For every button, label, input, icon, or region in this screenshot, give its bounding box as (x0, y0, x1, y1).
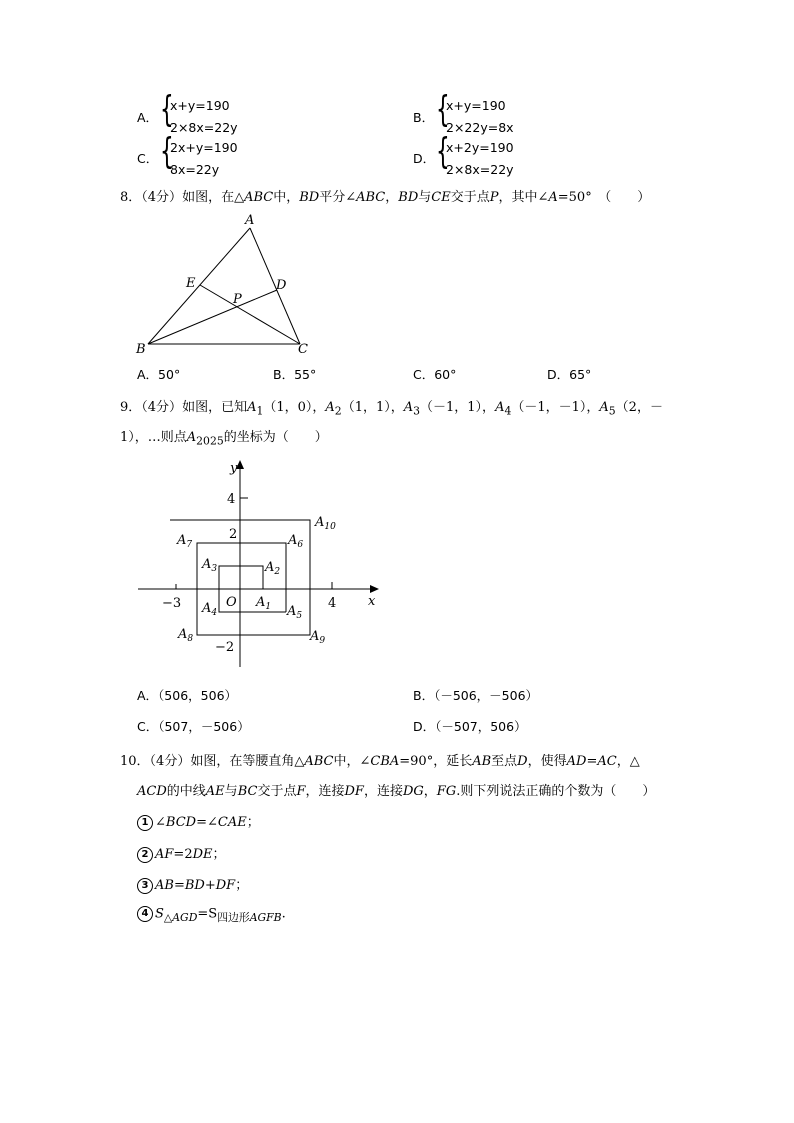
q7-option-a-system[interactable] (160, 89, 280, 138)
q9-number: 9． (120, 400, 142, 415)
q10-math: ACD (137, 784, 167, 799)
q7-c-eq1: 2x+y=190 (170, 140, 238, 155)
q10-text: =∠ (196, 815, 218, 830)
q9-math: A (599, 400, 609, 415)
q10-text: ， (423, 784, 437, 799)
circled-number-icon: 4 (137, 906, 153, 922)
q9-coordinate-figure (130, 455, 390, 670)
q10-math: S (155, 906, 164, 922)
q8-number: 8． (120, 190, 142, 205)
q10-sub: △AGD (163, 911, 198, 925)
q8-triangle-figure (130, 210, 330, 358)
q10-math: F (296, 784, 306, 799)
q9-option-a[interactable]: A．（506，506） (137, 688, 238, 703)
point-a5-label: $A_5$ (287, 604, 303, 621)
q10-math: DF (215, 878, 236, 893)
q8-math: CE (431, 190, 451, 205)
point-a1-label: $A_1$ (256, 595, 272, 612)
q8-text: 与 (418, 190, 432, 205)
q9-option-c[interactable]: C．（507，－506） (137, 719, 250, 734)
q9-text: 的坐标为（ ） (223, 430, 328, 445)
q10-text: ，连接 (363, 784, 403, 799)
q10-score: （4分） (149, 754, 191, 769)
q10-math: AB (472, 754, 492, 769)
q8-text: 中， (273, 190, 300, 205)
point-a8-label: $A_8$ (178, 627, 194, 644)
label-e: E (186, 276, 196, 291)
q10-text: ，连接 (305, 784, 345, 799)
q8-math: BD (398, 190, 419, 205)
q7-b-eq1: x+y=190 (446, 98, 506, 113)
q10-text: 交于点 (257, 784, 297, 799)
q10-number: 10． (120, 754, 150, 769)
q10-text: + (204, 878, 216, 893)
q10-text: =S (197, 906, 218, 922)
q10-math: FG (436, 784, 457, 799)
q9-text: （1，0）， (263, 400, 326, 415)
q10-math: AE (205, 784, 225, 799)
q10-statement-3 (137, 874, 248, 894)
q8-option-a[interactable]: A．50° (137, 367, 181, 382)
q9-stem-line1 (120, 396, 663, 418)
side-ab (148, 228, 250, 344)
q8-math: BD (299, 190, 320, 205)
q10-math: DG (402, 784, 424, 799)
q8-text: ，其中∠ (498, 190, 549, 205)
brace-icon: { (160, 131, 174, 172)
tick-label-yneg2: −2 (215, 640, 235, 655)
q7-a-eq2: 2×8x=22y (170, 120, 238, 135)
q8-math: A (548, 190, 558, 205)
q8-option-c[interactable]: C．60° (413, 367, 457, 382)
q9-stem-line2 (120, 426, 328, 448)
label-b: B (136, 342, 146, 357)
tick-label-xneg3: −3 (162, 596, 182, 611)
q9-option-b[interactable]: B．（－506，－506） (413, 688, 539, 703)
brace-icon: { (436, 89, 450, 130)
q10-math: CBA (370, 754, 400, 769)
tick-label-y4: 4 (227, 492, 236, 507)
label-c: C (298, 342, 308, 357)
q7-a-eq1: x+y=190 (170, 98, 230, 113)
q10-text: ； (235, 878, 249, 893)
q8-math: P (489, 190, 499, 205)
q10-text: = (586, 754, 598, 769)
point-a3-label: $A_3$ (202, 557, 218, 574)
q8-text: ， (385, 190, 399, 205)
q10-text: ； (246, 815, 260, 830)
q7-option-d-system[interactable] (436, 131, 556, 180)
segment-ce (200, 285, 300, 344)
tick-label-y2: 2 (229, 527, 238, 542)
q8-stem (120, 186, 650, 205)
q8-math: ABC (356, 190, 386, 205)
q9-math: A (186, 430, 197, 445)
q8-option-b[interactable]: B．55° (273, 367, 317, 382)
q10-text: 如图，在等腰直角△ (190, 754, 305, 769)
q10-statement-1 (137, 811, 260, 831)
brace-icon: { (436, 131, 450, 172)
q10-text: .则下列说法正确的个数为（ ） (456, 784, 656, 799)
q9-sub: 3 (413, 404, 421, 418)
q10-math: BD (184, 878, 205, 893)
q10-text: ，使得 (527, 754, 567, 769)
q10-stem-line2 (137, 780, 655, 799)
q9-sub: 2 (334, 404, 342, 418)
q7-option-b-system[interactable] (436, 89, 556, 138)
axis-x-label: x (368, 594, 376, 609)
q9-score: （4分） (141, 400, 183, 415)
q7-option-c-letter: C． (137, 151, 159, 166)
circled-number-icon: 3 (137, 878, 153, 894)
q9-sub: 2025 (196, 434, 224, 448)
q10-text: . (281, 906, 286, 922)
tick-label-x4: 4 (328, 596, 337, 611)
q7-option-b-letter: B． (413, 110, 435, 125)
q8-text: 平分∠ (319, 190, 357, 205)
q9-text: （2，－ (615, 400, 663, 415)
q10-sub: 四边形AGFB (217, 911, 282, 925)
circled-number-icon: 2 (137, 847, 153, 863)
q9-sub: 1 (256, 404, 264, 418)
q9-text: （1，1）， (341, 400, 404, 415)
q7-option-d-letter: D． (413, 151, 436, 166)
q9-math: A (495, 400, 505, 415)
point-a9-label: $A_9$ (310, 629, 326, 646)
q10-text: 与 (224, 784, 238, 799)
q10-math: AC (597, 754, 617, 769)
point-a6-label: $A_6$ (288, 533, 304, 550)
q10-statement-4 (137, 906, 286, 925)
q10-text: 至点 (491, 754, 518, 769)
q7-d-eq2: 2×8x=22y (446, 162, 514, 177)
origin-label: O (226, 595, 237, 610)
q8-text: =50° （ ） (557, 190, 651, 205)
q7-option-c-system[interactable] (160, 131, 280, 180)
q8-math: ABC (244, 190, 274, 205)
q9-math: A (325, 400, 335, 415)
q8-text: 交于点 (450, 190, 490, 205)
q9-math: A (247, 400, 257, 415)
q9-option-d[interactable]: D．（－507，506） (413, 719, 527, 734)
point-a2-label: $A_2$ (265, 560, 281, 577)
q9-text: （－1，－1）， (511, 400, 600, 415)
q8-text: 如图，在△ (182, 190, 245, 205)
q9-sub: 5 (608, 404, 616, 418)
point-a7-label: $A_7$ (177, 533, 193, 550)
label-p: P (233, 292, 242, 307)
q10-stem-line1 (120, 750, 640, 769)
q10-math: DF (344, 784, 364, 799)
q10-text: 的中线 (166, 784, 206, 799)
segment-bd (148, 290, 277, 344)
q10-math: AF (155, 847, 174, 862)
q10-math: ABC (304, 754, 334, 769)
q10-math: D (517, 754, 528, 769)
q10-text: =2 (173, 847, 193, 862)
brace-icon: { (160, 89, 174, 130)
q9-text: 如图，已知 (182, 400, 248, 415)
q7-c-eq2: 8x=22y (170, 162, 220, 177)
q9-text: 1），…则点 (120, 430, 187, 445)
circled-number-icon: 1 (137, 815, 153, 831)
q7-option-a-letter: A． (137, 110, 159, 125)
q10-math: BCD (165, 815, 197, 830)
point-a4-label: $A_4$ (202, 601, 218, 618)
q9-sub: 4 (504, 404, 512, 418)
axis-y-label: y (230, 461, 238, 476)
q7-d-eq1: x+2y=190 (446, 140, 514, 155)
q10-math: CAE (217, 815, 247, 830)
q10-math: AD (566, 754, 587, 769)
q10-text: 中，∠ (333, 754, 371, 769)
side-ac (250, 228, 300, 344)
q10-text: ； (212, 847, 226, 862)
q10-math: BC (237, 784, 258, 799)
q10-math: AB (155, 878, 174, 893)
q10-text: ∠ (155, 815, 166, 830)
q10-math: DE (192, 847, 213, 862)
label-a: A (245, 213, 255, 228)
q10-statement-2 (137, 843, 226, 863)
q9-text: （－1，1）， (420, 400, 496, 415)
q10-text: =90°，延长 (399, 754, 473, 769)
q8-score: （4分） (141, 190, 183, 205)
q7-b-eq2: 2×22y=8x (446, 120, 514, 135)
q8-option-d[interactable]: D．65° (547, 367, 592, 382)
q10-text: ，△ (616, 754, 640, 769)
q9-math: A (403, 400, 414, 415)
q10-text: = (173, 878, 185, 893)
point-a10-label: $A_{10}$ (315, 515, 336, 532)
label-d: D (276, 278, 287, 293)
